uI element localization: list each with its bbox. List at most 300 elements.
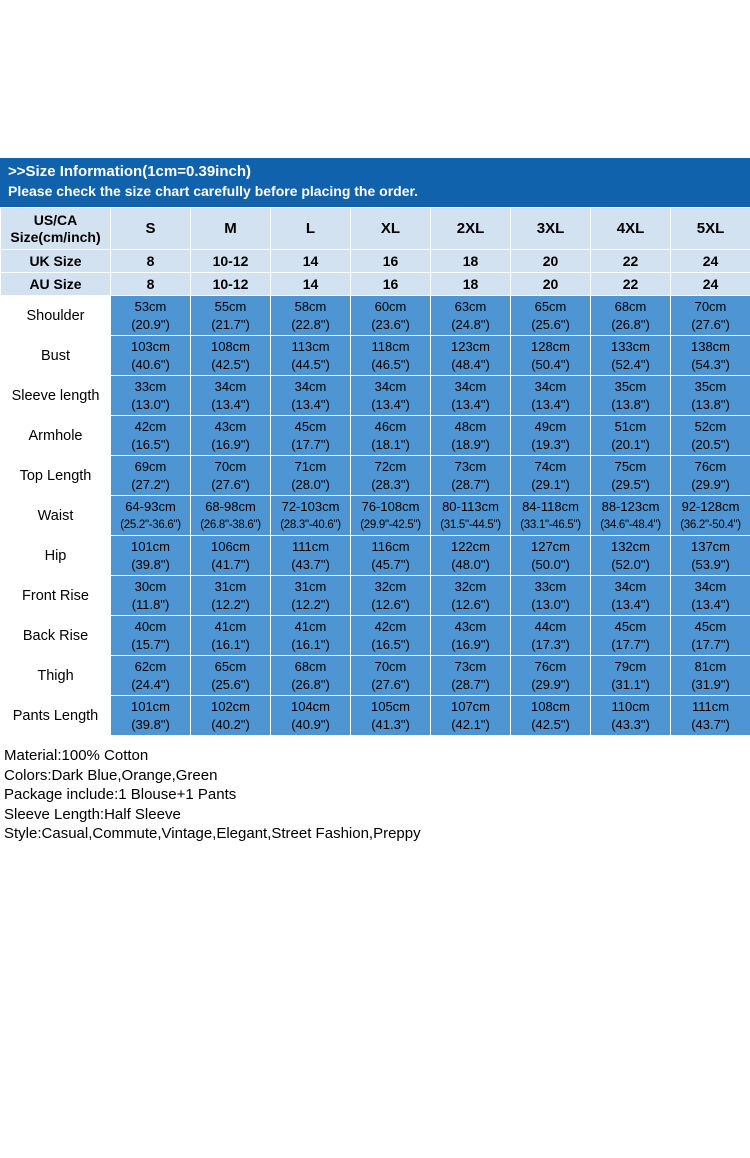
measurement-cm: 111cm — [671, 698, 750, 716]
measurement-inch: (20.9") — [111, 316, 190, 334]
measurement-inch: (48.4") — [431, 356, 510, 374]
measurement-cm: 55cm — [191, 298, 270, 316]
measurement-cm: 70cm — [351, 658, 430, 676]
measurement-cell — [191, 576, 271, 616]
measurement-inch: (43.7") — [671, 716, 750, 734]
measurement-inch: (50.4") — [511, 356, 590, 374]
measurement-cm: 74cm — [511, 458, 590, 476]
size-value-cell: 16 — [351, 273, 431, 296]
measurement-inch: (28.3") — [351, 476, 430, 494]
measurement-cell — [191, 456, 271, 496]
measurement-inch: (23.6") — [351, 316, 430, 334]
measurement-cell — [351, 616, 431, 656]
measurement-cell — [431, 576, 511, 616]
size-column-header: M — [191, 208, 271, 250]
size-value-cell: 20 — [511, 250, 591, 273]
notice-banner — [0, 158, 750, 207]
measurement-cm: 72cm — [351, 458, 430, 476]
measure-row — [1, 696, 750, 736]
measurement-inch: (13.4") — [271, 396, 350, 414]
measurement-cell — [671, 536, 750, 576]
measurement-cm: 52cm — [671, 418, 750, 436]
size-value-cell: 22 — [591, 250, 671, 273]
measurement-inch: (50.0") — [511, 556, 590, 574]
measurement-cell — [191, 336, 271, 376]
measurement-inch: (16.1") — [191, 636, 270, 654]
measurement-inch: (41.7") — [191, 556, 270, 574]
measure-row — [1, 376, 750, 416]
measurement-cm: 60cm — [351, 298, 430, 316]
measurement-cell — [351, 696, 431, 736]
measurement-cm: 110cm — [591, 698, 670, 716]
measure-label: Shoulder — [1, 296, 111, 336]
measurement-cell — [431, 376, 511, 416]
measurement-cm: 46cm — [351, 418, 430, 436]
measurement-cell — [591, 336, 671, 376]
measurement-cell — [431, 496, 511, 536]
size-row-label: AU Size — [1, 273, 111, 296]
measurement-inch: (28.7") — [431, 476, 510, 494]
measurement-inch: (28.7") — [431, 676, 510, 694]
measurement-cm: 34cm — [191, 378, 270, 396]
measurement-cell — [271, 656, 351, 696]
measurement-cell — [271, 296, 351, 336]
measurement-cell — [271, 376, 351, 416]
measurement-cell — [191, 496, 271, 536]
measurement-cm: 108cm — [511, 698, 590, 716]
size-value-cell: 14 — [271, 273, 351, 296]
measurement-cm: 101cm — [111, 538, 190, 556]
measurement-cell — [671, 696, 750, 736]
measurement-inch: (16.5") — [111, 436, 190, 454]
size-column-header: XL — [351, 208, 431, 250]
measurement-cm: 73cm — [431, 658, 510, 676]
measure-label: Hip — [1, 536, 111, 576]
measurement-cm: 84-118cm — [511, 498, 590, 516]
measure-label: Armhole — [1, 416, 111, 456]
measurement-inch: (28.0") — [271, 476, 350, 494]
corner-header — [1, 208, 111, 250]
corner-line-1: US/CA — [1, 212, 110, 229]
measurement-inch: (46.5") — [351, 356, 430, 374]
measure-row — [1, 496, 750, 536]
measurement-cell — [191, 416, 271, 456]
size-value-cell: 16 — [351, 250, 431, 273]
measurement-inch: (29.9"-42.5") — [351, 516, 430, 534]
measurement-cell — [591, 376, 671, 416]
measurement-inch: (31.1") — [591, 676, 670, 694]
measurement-cell — [591, 576, 671, 616]
measurement-inch: (48.0") — [431, 556, 510, 574]
measurement-cm: 103cm — [111, 338, 190, 356]
measurement-cm: 34cm — [351, 378, 430, 396]
measurement-cell — [591, 656, 671, 696]
product-detail-line: Sleeve Length:Half Sleeve — [4, 805, 750, 825]
size-value-cell: 24 — [671, 273, 750, 296]
measurement-inch: (29.5") — [591, 476, 670, 494]
measurement-cell — [271, 616, 351, 656]
measurement-cell — [511, 336, 591, 376]
measure-label: Thigh — [1, 656, 111, 696]
measurement-cm: 51cm — [591, 418, 670, 436]
measurement-cm: 68cm — [591, 298, 670, 316]
measurement-cell — [671, 656, 750, 696]
measurement-cm: 80-113cm — [431, 498, 510, 516]
measurement-cell — [591, 616, 671, 656]
measurement-cell — [351, 656, 431, 696]
measurement-cm: 88-123cm — [591, 498, 670, 516]
measurement-cm: 64-93cm — [111, 498, 190, 516]
measurement-cm: 128cm — [511, 338, 590, 356]
measurement-cm: 49cm — [511, 418, 590, 436]
measurement-cm: 65cm — [511, 298, 590, 316]
measure-row — [1, 576, 750, 616]
measurement-inch: (21.7") — [191, 316, 270, 334]
measurement-cell — [511, 496, 591, 536]
measure-row — [1, 416, 750, 456]
measurement-cell — [511, 296, 591, 336]
measurement-inch: (24.8") — [431, 316, 510, 334]
measurement-cm: 133cm — [591, 338, 670, 356]
measurement-inch: (13.4") — [431, 396, 510, 414]
measure-label: Waist — [1, 496, 111, 536]
size-value-cell: 24 — [671, 250, 750, 273]
measurement-cm: 53cm — [111, 298, 190, 316]
measurement-cell — [671, 336, 750, 376]
measurement-cell — [351, 416, 431, 456]
measurement-cell — [191, 376, 271, 416]
measure-row — [1, 336, 750, 376]
measurement-cell — [671, 376, 750, 416]
uk-size-row — [1, 250, 750, 273]
measurement-cm: 65cm — [191, 658, 270, 676]
measurement-inch: (39.8") — [111, 716, 190, 734]
measurement-inch: (33.1"-46.5") — [511, 516, 590, 534]
measurement-cm: 45cm — [271, 418, 350, 436]
measurement-cm: 34cm — [671, 578, 750, 596]
size-table — [0, 207, 750, 736]
size-column-header: L — [271, 208, 351, 250]
measurement-inch: (52.4") — [591, 356, 670, 374]
measurement-inch: (43.3") — [591, 716, 670, 734]
measurement-cm: 45cm — [671, 618, 750, 636]
measure-label: Sleeve length — [1, 376, 111, 416]
measurement-cm: 41cm — [271, 618, 350, 636]
measurement-cm: 75cm — [591, 458, 670, 476]
measurement-cm: 35cm — [671, 378, 750, 396]
measurement-inch: (42.5") — [511, 716, 590, 734]
measurement-cell — [351, 456, 431, 496]
measure-row — [1, 616, 750, 656]
measurement-inch: (34.6"-48.4") — [591, 516, 670, 534]
measurement-cm: 105cm — [351, 698, 430, 716]
measurement-cell — [431, 296, 511, 336]
measurement-cell — [191, 296, 271, 336]
measurement-cm: 34cm — [511, 378, 590, 396]
measurement-cell — [111, 296, 191, 336]
measurement-cm: 72-103cm — [271, 498, 350, 516]
measurement-inch: (16.5") — [351, 636, 430, 654]
measurement-cell — [271, 416, 351, 456]
measure-label: Top Length — [1, 456, 111, 496]
measurement-inch: (17.3") — [511, 636, 590, 654]
measurement-inch: (44.5") — [271, 356, 350, 374]
measurement-inch: (27.6") — [351, 676, 430, 694]
measurement-cell — [191, 616, 271, 656]
measurement-cm: 70cm — [191, 458, 270, 476]
measurement-cm: 44cm — [511, 618, 590, 636]
measurement-cell — [111, 696, 191, 736]
measurement-cm: 34cm — [591, 578, 670, 596]
measurement-inch: (12.2") — [191, 596, 270, 614]
measurement-cm: 73cm — [431, 458, 510, 476]
measurement-inch: (26.8") — [271, 676, 350, 694]
measurement-cm: 111cm — [271, 538, 350, 556]
measurement-inch: (40.2") — [191, 716, 270, 734]
measurement-cell — [111, 496, 191, 536]
measurement-cell — [431, 616, 511, 656]
measurement-inch: (42.5") — [191, 356, 270, 374]
measurement-inch: (16.9") — [431, 636, 510, 654]
measurement-cm: 76cm — [671, 458, 750, 476]
measurement-inch: (13.0") — [111, 396, 190, 414]
measurement-inch: (31.5"-44.5") — [431, 516, 510, 534]
measurement-cm: 70cm — [671, 298, 750, 316]
measurement-cm: 81cm — [671, 658, 750, 676]
measurement-inch: (26.8") — [591, 316, 670, 334]
measurement-cm: 33cm — [111, 378, 190, 396]
measurement-cell — [271, 576, 351, 616]
measurement-cm: 32cm — [431, 578, 510, 596]
measurement-cm: 108cm — [191, 338, 270, 356]
measurement-inch: (22.8") — [271, 316, 350, 334]
measurement-cm: 33cm — [511, 578, 590, 596]
size-row-label: UK Size — [1, 250, 111, 273]
measurement-inch: (29.1") — [511, 476, 590, 494]
measurement-inch: (52.0") — [591, 556, 670, 574]
measurement-cell — [351, 336, 431, 376]
measurement-cell — [111, 616, 191, 656]
size-column-header: 4XL — [591, 208, 671, 250]
measurement-inch: (13.8") — [671, 396, 750, 414]
measurement-cell — [111, 536, 191, 576]
measurement-inch: (20.5") — [671, 436, 750, 454]
measurement-cell — [271, 696, 351, 736]
measurement-inch: (17.7") — [671, 636, 750, 654]
size-column-header: S — [111, 208, 191, 250]
measurement-cm: 118cm — [351, 338, 430, 356]
measurement-cell — [351, 296, 431, 336]
size-value-cell: 8 — [111, 250, 191, 273]
measurement-cm: 106cm — [191, 538, 270, 556]
size-value-cell: 18 — [431, 250, 511, 273]
measurement-inch: (18.9") — [431, 436, 510, 454]
measurement-cell — [271, 456, 351, 496]
measurement-inch: (13.4") — [671, 596, 750, 614]
measure-row — [1, 296, 750, 336]
measurement-cm: 137cm — [671, 538, 750, 556]
measurement-cell — [511, 576, 591, 616]
product-detail-line: Colors:Dark Blue,Orange,Green — [4, 766, 750, 786]
measurement-cm: 102cm — [191, 698, 270, 716]
measurement-inch: (24.4") — [111, 676, 190, 694]
measurement-cm: 116cm — [351, 538, 430, 556]
size-value-cell: 18 — [431, 273, 511, 296]
measurement-cm: 43cm — [191, 418, 270, 436]
measurement-inch: (41.3") — [351, 716, 430, 734]
size-value-cell: 20 — [511, 273, 591, 296]
measurement-cm: 40cm — [111, 618, 190, 636]
measurement-inch: (16.1") — [271, 636, 350, 654]
measurement-cell — [671, 496, 750, 536]
measurement-cm: 34cm — [271, 378, 350, 396]
measurement-cm: 104cm — [271, 698, 350, 716]
measurement-cell — [191, 696, 271, 736]
measurement-cm: 132cm — [591, 538, 670, 556]
measurement-cm: 48cm — [431, 418, 510, 436]
measure-label: Front Rise — [1, 576, 111, 616]
measurement-cell — [111, 376, 191, 416]
measurement-cell — [191, 536, 271, 576]
measurement-cm: 68-98cm — [191, 498, 270, 516]
size-value-cell: 22 — [591, 273, 671, 296]
measurement-inch: (19.3") — [511, 436, 590, 454]
measurement-inch: (40.6") — [111, 356, 190, 374]
size-value-cell: 14 — [271, 250, 351, 273]
measurement-cell — [671, 616, 750, 656]
measurement-cell — [591, 296, 671, 336]
measurement-inch: (13.0") — [511, 596, 590, 614]
measurement-cm: 113cm — [271, 338, 350, 356]
measurement-cell — [511, 656, 591, 696]
size-value-cell: 10-12 — [191, 273, 271, 296]
measure-row — [1, 536, 750, 576]
notice-subtitle: Please check the size chart carefully before placing the order. — [8, 183, 742, 200]
measurement-cell — [431, 656, 511, 696]
measurement-cell — [511, 376, 591, 416]
measurement-inch: (29.9") — [511, 676, 590, 694]
measurement-cell — [591, 416, 671, 456]
measurement-cell — [431, 536, 511, 576]
measurement-inch: (18.1") — [351, 436, 430, 454]
measure-row — [1, 456, 750, 496]
measurement-cm: 42cm — [111, 418, 190, 436]
measurement-cm: 69cm — [111, 458, 190, 476]
measurement-cell — [111, 456, 191, 496]
size-value-cell: 8 — [111, 273, 191, 296]
measurement-inch: (27.6") — [191, 476, 270, 494]
measurement-cm: 34cm — [431, 378, 510, 396]
measurement-cm: 42cm — [351, 618, 430, 636]
measurement-inch: (43.7") — [271, 556, 350, 574]
measurement-cell — [511, 456, 591, 496]
measurement-inch: (31.9") — [671, 676, 750, 694]
measurement-inch: (36.2"-50.4") — [671, 516, 750, 534]
measurement-cell — [431, 456, 511, 496]
measurement-inch: (45.7") — [351, 556, 430, 574]
measurement-cm: 127cm — [511, 538, 590, 556]
measurement-cm: 58cm — [271, 298, 350, 316]
measurement-cell — [591, 496, 671, 536]
measurement-inch: (17.7") — [271, 436, 350, 454]
measurement-inch: (12.6") — [351, 596, 430, 614]
measurement-cm: 92-128cm — [671, 498, 750, 516]
measurement-inch: (25.6") — [191, 676, 270, 694]
measurement-cell — [671, 576, 750, 616]
measurement-inch: (54.3") — [671, 356, 750, 374]
product-detail-line: Material:100% Cotton — [4, 746, 750, 766]
measurement-cm: 71cm — [271, 458, 350, 476]
measurement-cell — [431, 696, 511, 736]
measurement-cell — [671, 296, 750, 336]
measurement-cell — [511, 416, 591, 456]
measurement-cell — [591, 536, 671, 576]
measurement-inch: (27.6") — [671, 316, 750, 334]
measurement-cell — [591, 696, 671, 736]
measurement-inch: (53.9") — [671, 556, 750, 574]
measurement-cell — [111, 576, 191, 616]
measurement-inch: (13.4") — [511, 396, 590, 414]
measurement-cell — [591, 456, 671, 496]
measurement-inch: (13.4") — [591, 596, 670, 614]
measurement-cell — [271, 496, 351, 536]
measurement-cell — [111, 336, 191, 376]
size-value-cell: 10-12 — [191, 250, 271, 273]
au-size-row — [1, 273, 750, 296]
measurement-cm: 43cm — [431, 618, 510, 636]
measurement-cm: 68cm — [271, 658, 350, 676]
measurement-cell — [271, 536, 351, 576]
header-row — [1, 208, 750, 250]
product-detail-line: Style:Casual,Commute,Vintage,Elegant,Street Fashion,Preppy — [4, 824, 750, 844]
size-chart-page — [0, 158, 750, 844]
measurement-cell — [111, 416, 191, 456]
measurement-cell — [511, 536, 591, 576]
measurement-cell — [511, 616, 591, 656]
measurement-cm: 32cm — [351, 578, 430, 596]
measurement-inch: (29.9") — [671, 476, 750, 494]
measure-label: Bust — [1, 336, 111, 376]
measurement-cell — [671, 456, 750, 496]
measurement-inch: (13.4") — [351, 396, 430, 414]
measure-label: Pants Length — [1, 696, 111, 736]
corner-line-2: Size(cm/inch) — [1, 229, 110, 246]
measurement-inch: (27.2") — [111, 476, 190, 494]
measurement-cell — [271, 336, 351, 376]
measurement-cm: 101cm — [111, 698, 190, 716]
product-detail-line: Package include:1 Blouse+1 Pants — [4, 785, 750, 805]
measurement-cm: 63cm — [431, 298, 510, 316]
measurement-cell — [351, 496, 431, 536]
measurement-cell — [671, 416, 750, 456]
measurement-cell — [111, 656, 191, 696]
measurement-cell — [351, 536, 431, 576]
measurement-cm: 138cm — [671, 338, 750, 356]
measurement-cell — [351, 576, 431, 616]
measurement-inch: (25.2"-36.6") — [111, 516, 190, 534]
measurement-inch: (17.7") — [591, 636, 670, 654]
measurement-cell — [191, 656, 271, 696]
measurement-cell — [431, 336, 511, 376]
measurement-inch: (25.6") — [511, 316, 590, 334]
measurement-inch: (40.9") — [271, 716, 350, 734]
size-column-header: 2XL — [431, 208, 511, 250]
measurement-cm: 62cm — [111, 658, 190, 676]
product-details — [0, 746, 750, 844]
measurement-inch: (42.1") — [431, 716, 510, 734]
measurement-inch: (13.8") — [591, 396, 670, 414]
size-column-header: 3XL — [511, 208, 591, 250]
